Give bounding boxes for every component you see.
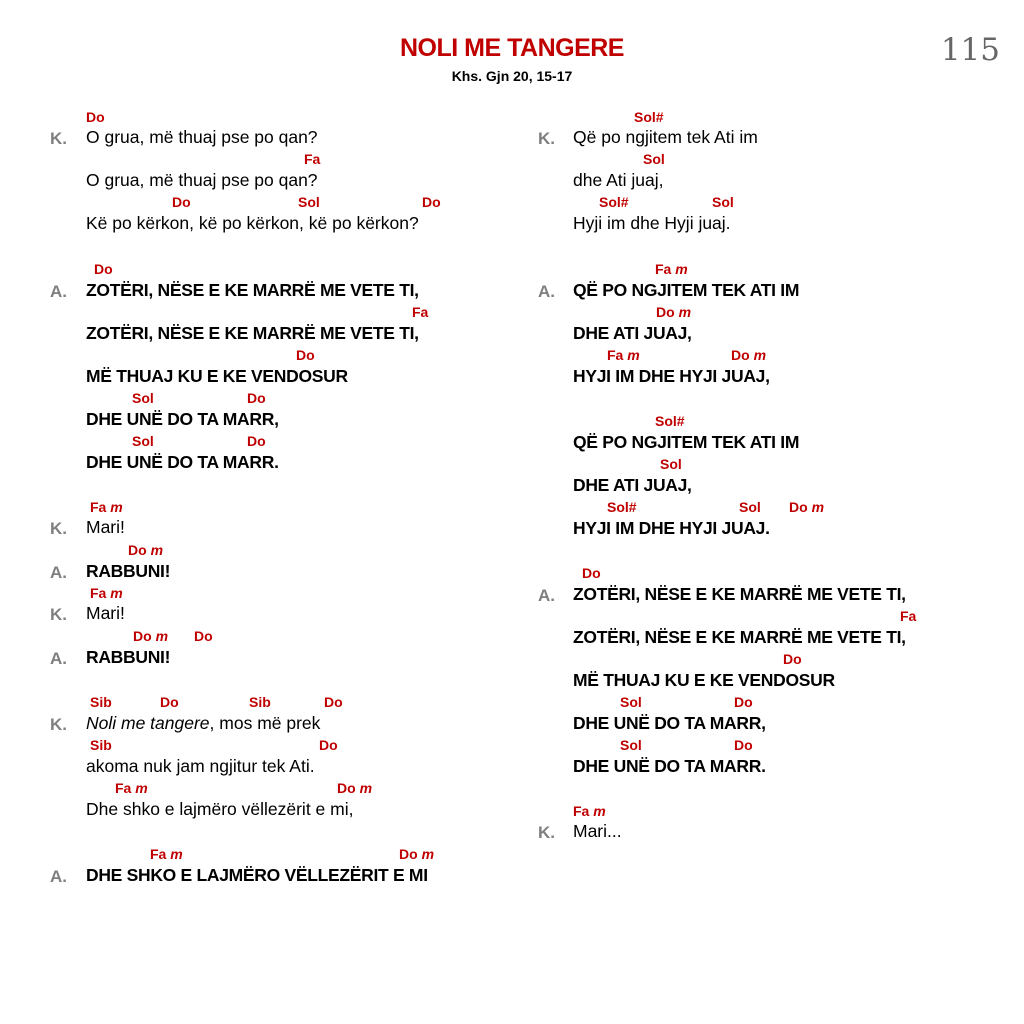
chord: Fa m bbox=[607, 347, 640, 363]
lyric-line: dhe Ati juaj, bbox=[573, 170, 664, 190]
lyric-line: Mari! bbox=[86, 517, 125, 537]
chord: Fa bbox=[900, 608, 917, 624]
chord: Do m bbox=[128, 542, 164, 558]
chord: Sol bbox=[132, 390, 154, 406]
lyric-rest: , mos më prek bbox=[209, 713, 321, 733]
chord: Sib bbox=[90, 737, 112, 753]
chord: Do bbox=[86, 109, 105, 125]
lyric-line bbox=[86, 715, 320, 733]
chord: Do m bbox=[731, 347, 767, 363]
minor-suffix: m bbox=[678, 304, 692, 320]
role-label: A. bbox=[50, 649, 67, 668]
chord: Sib bbox=[249, 694, 271, 710]
role-label: A. bbox=[50, 563, 67, 582]
chord: Do bbox=[734, 737, 753, 753]
lyric-line: MË THUAJ KU E KE VENDOSUR bbox=[573, 670, 835, 690]
role-label: K. bbox=[538, 823, 555, 842]
role-label: K. bbox=[50, 605, 67, 624]
chord: Sol bbox=[298, 194, 320, 210]
lyric-line: ZOTËRI, NËSE E KE MARRË ME VETE TI, bbox=[86, 323, 419, 343]
lyric-line: akoma nuk jam ngjitur tek Ati. bbox=[86, 756, 315, 776]
lyric-line: DHE UNË DO TA MARR. bbox=[573, 756, 766, 776]
role-label: A. bbox=[538, 586, 555, 605]
chord: Do m bbox=[133, 628, 169, 644]
chord: Do bbox=[422, 194, 441, 210]
chord: Fa m bbox=[90, 585, 123, 601]
role-label: A. bbox=[50, 282, 67, 301]
lyric-line: Dhe shko e lajmëro vëllezërit e mi, bbox=[86, 799, 354, 819]
chord: Do bbox=[194, 628, 213, 644]
chord: Do m bbox=[656, 304, 692, 320]
chord: Fa bbox=[412, 304, 429, 320]
chord: Do bbox=[734, 694, 753, 710]
chord: Sol bbox=[739, 499, 761, 515]
role-label: A. bbox=[50, 867, 67, 886]
chord: Fa bbox=[304, 151, 321, 167]
lyric-line: DHE SHKO E LAJMËRO VËLLEZËRIT E MI bbox=[86, 865, 428, 885]
role-label: K. bbox=[50, 715, 67, 734]
lyric-line: ZOTËRI, NËSE E KE MARRË ME VETE TI, bbox=[86, 280, 419, 300]
lyric-line: DHE UNË DO TA MARR. bbox=[86, 452, 279, 472]
chord: Sol# bbox=[599, 194, 629, 210]
role-label: K. bbox=[50, 519, 67, 538]
minor-suffix: m bbox=[150, 542, 164, 558]
minor-suffix: m bbox=[811, 499, 825, 515]
chord: Do bbox=[582, 565, 601, 581]
minor-suffix: m bbox=[627, 347, 640, 363]
chord: Do m bbox=[399, 846, 435, 862]
lyric-line: Kë po kërkon, kë po kërkon, kë po kërkon? bbox=[86, 213, 419, 233]
minor-suffix: m bbox=[421, 846, 435, 862]
lyric-line: ZOTËRI, NËSE E KE MARRË ME VETE TI, bbox=[573, 627, 906, 647]
chord: Sol bbox=[620, 737, 642, 753]
minor-suffix: m bbox=[359, 780, 373, 796]
lyric-line: DHE UNË DO TA MARR, bbox=[86, 409, 279, 429]
chord: Sol bbox=[712, 194, 734, 210]
lyric-line: QË PO NGJITEM TEK ATI IM bbox=[573, 432, 800, 452]
chord: Sib bbox=[90, 694, 112, 710]
scripture-reference: Khs. Gjn 20, 15-17 bbox=[451, 68, 573, 84]
chord: Sol bbox=[132, 433, 154, 449]
chord: Do bbox=[296, 347, 315, 363]
lyric-line: O grua, më thuaj pse po qan? bbox=[86, 170, 318, 190]
minor-suffix: m bbox=[155, 628, 169, 644]
chord: Sol# bbox=[607, 499, 637, 515]
lyric-line: HYJI IM DHE HYJI JUAJ. bbox=[573, 518, 770, 538]
role-label: K. bbox=[50, 129, 67, 148]
chord: Do bbox=[247, 433, 266, 449]
role-label: A. bbox=[538, 282, 555, 301]
chord: Do bbox=[783, 651, 802, 667]
chord: Fa m bbox=[90, 499, 123, 515]
page-title: NOLI ME TANGERE bbox=[400, 34, 624, 62]
chord: Do bbox=[94, 261, 113, 277]
lyric-line: Mari... bbox=[573, 821, 622, 841]
chord: Sol bbox=[643, 151, 665, 167]
chord: Sol bbox=[620, 694, 642, 710]
minor-suffix: m bbox=[135, 780, 148, 796]
chord: Do bbox=[247, 390, 266, 406]
minor-suffix: m bbox=[110, 585, 123, 601]
chord: Fa m bbox=[655, 261, 688, 277]
page-number: 115 bbox=[940, 32, 1000, 68]
chord: Sol# bbox=[634, 109, 664, 125]
lyric-line: DHE ATI JUAJ, bbox=[573, 475, 692, 495]
chord: Do m bbox=[789, 499, 825, 515]
lyric-line: HYJI IM DHE HYJI JUAJ, bbox=[573, 366, 770, 386]
role-label: K. bbox=[538, 129, 555, 148]
chord: Do bbox=[172, 194, 191, 210]
chord: Sol bbox=[660, 456, 682, 472]
lyric-line: Mari! bbox=[86, 603, 125, 623]
lyric-line: DHE ATI JUAJ, bbox=[573, 323, 692, 343]
minor-suffix: m bbox=[753, 347, 767, 363]
chord: Fa m bbox=[150, 846, 183, 862]
minor-suffix: m bbox=[675, 261, 688, 277]
chord: Fa m bbox=[115, 780, 148, 796]
lyric-line: MË THUAJ KU E KE VENDOSUR bbox=[86, 366, 348, 386]
lyric-line: ZOTËRI, NËSE E KE MARRË ME VETE TI, bbox=[573, 584, 906, 604]
chord: Do bbox=[319, 737, 338, 753]
minor-suffix: m bbox=[110, 499, 123, 515]
chord: Do bbox=[324, 694, 343, 710]
lyric-line: Hyji im dhe Hyji juaj. bbox=[573, 213, 731, 233]
lyric-line: O grua, më thuaj pse po qan? bbox=[86, 127, 318, 147]
chord: Sol# bbox=[655, 413, 685, 429]
lyric-line: RABBUNI! bbox=[86, 561, 171, 581]
chord: Do m bbox=[337, 780, 373, 796]
lyric-line: DHE UNË DO TA MARR, bbox=[573, 713, 766, 733]
lyric-italic: Noli me tangere bbox=[86, 713, 210, 733]
lyric-line: Që po ngjitem tek Ati im bbox=[573, 127, 758, 147]
chord: Do bbox=[160, 694, 179, 710]
lyric-line: QË PO NGJITEM TEK ATI IM bbox=[573, 280, 800, 300]
minor-suffix: m bbox=[593, 803, 606, 819]
chord: Fa m bbox=[573, 803, 606, 819]
minor-suffix: m bbox=[170, 846, 183, 862]
lyric-line: RABBUNI! bbox=[86, 647, 171, 667]
